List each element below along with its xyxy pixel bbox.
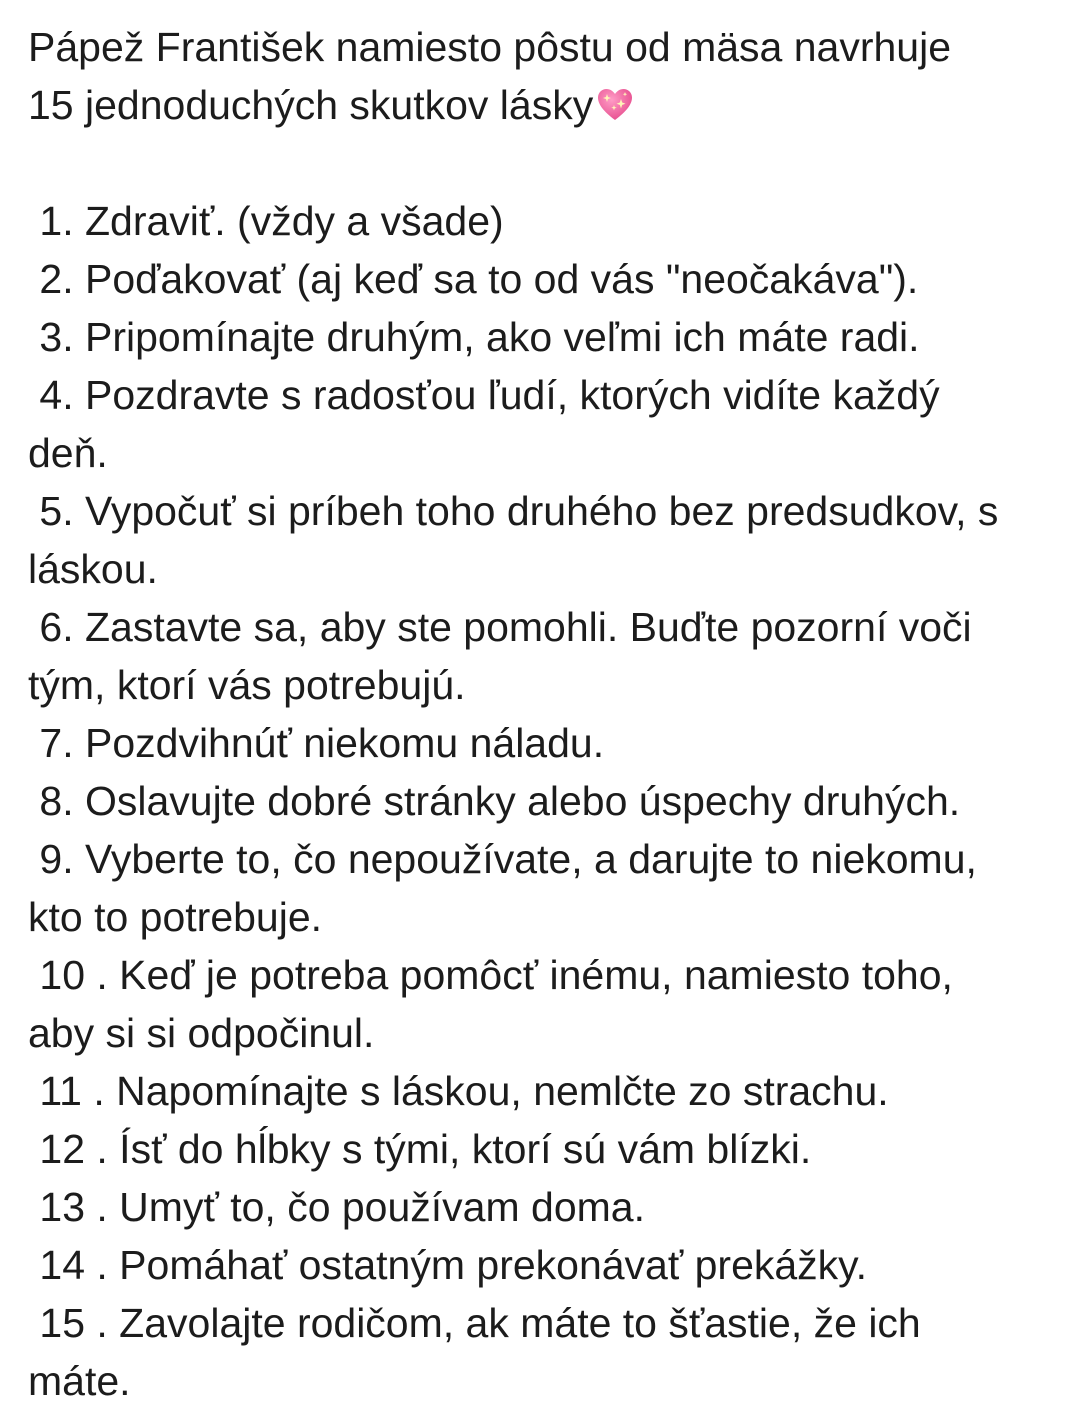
list-item: 13 . Umyť to, čo používam doma. bbox=[28, 1184, 645, 1230]
list-item: 7. Pozdvihnúť niekomu náladu. bbox=[28, 720, 605, 766]
post-text bbox=[28, 18, 1068, 1410]
list-item: 5. Vypočuť si príbeh toho druhého bez predsudkov, s láskou. bbox=[28, 488, 999, 592]
list-item: 12 . Ísť do hĺbky s tými, ktorí sú vám blízki. bbox=[28, 1126, 812, 1172]
sparkling-heart-icon bbox=[595, 82, 635, 122]
list-item: 4. Pozdravte s radosťou ľudí, ktorých vidíte každý deň. bbox=[28, 372, 940, 476]
blank-line bbox=[28, 134, 1068, 192]
post-title-line-1: Pápež František namiesto pôstu od mäsa navrhuje bbox=[28, 24, 952, 70]
list-item: 10 . Keď je potreba pomôcť inému, namiesto toho, aby si si odpočinul. bbox=[28, 952, 953, 1056]
list-item: 6. Zastavte sa, aby ste pomohli. Buďte pozorní voči tým, ktorí vás potrebujú. bbox=[28, 604, 972, 708]
list-item: 8. Oslavujte dobré stránky alebo úspechy druhých. bbox=[28, 778, 961, 824]
post-title-text: 15 jednoduchých skutkov lásky bbox=[28, 82, 594, 128]
list-item: 3. Pripomínajte druhým, ako veľmi ich máte radi. bbox=[28, 314, 920, 360]
list-item: 11 . Napomínajte s láskou, nemlčte zo strachu. bbox=[28, 1068, 889, 1114]
list-item: 14 . Pomáhať ostatným prekonávať prekážky. bbox=[28, 1242, 868, 1288]
post-title-line-2 bbox=[28, 76, 1068, 134]
list-item: 9. Vyberte to, čo nepoužívate, a darujte to niekomu, kto to potrebuje. bbox=[28, 836, 977, 940]
list-item: 15 . Zavolajte rodičom, ak máte to šťastie, že ich máte. bbox=[28, 1300, 921, 1404]
list-item: 1. Zdraviť. (vždy a všade) bbox=[28, 198, 504, 244]
acts-of-love-list bbox=[28, 192, 1068, 1410]
list-item: 2. Poďakovať (aj keď sa to od vás "neočakáva"). bbox=[28, 256, 919, 302]
